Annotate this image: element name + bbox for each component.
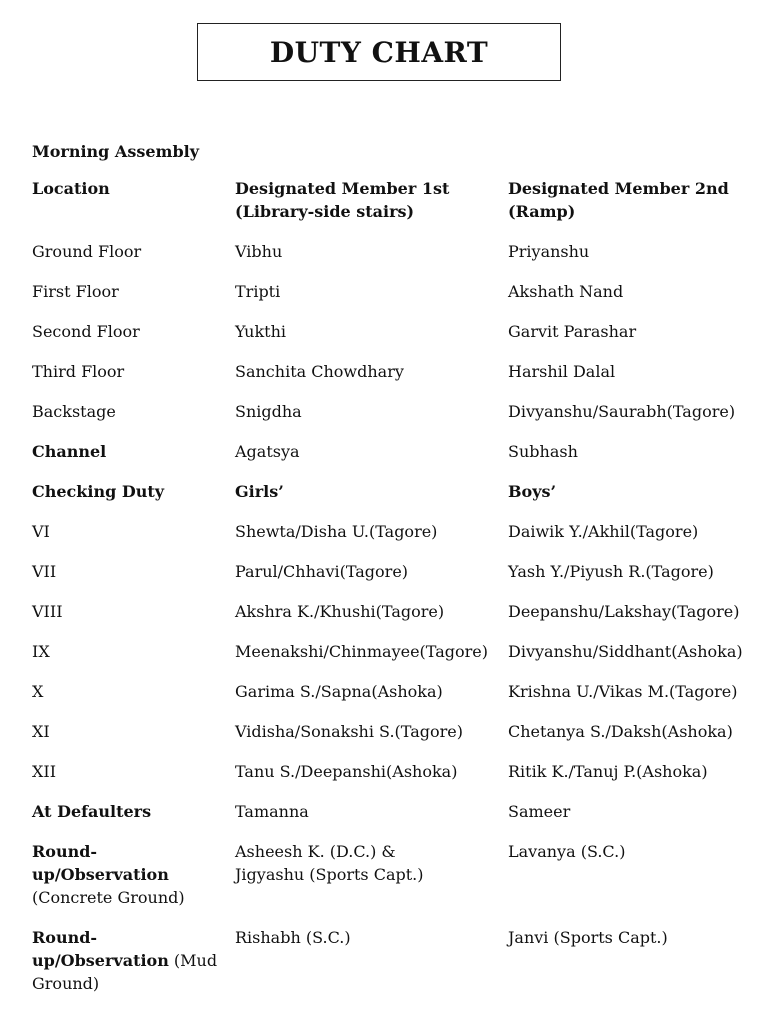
floor-location: Third Floor: [32, 362, 125, 381]
header-member2-line1: Designated Member 2nd: [508, 179, 729, 198]
table-row: [32, 400, 748, 423]
floor-location: First Floor: [32, 282, 119, 301]
roundup-concrete-label: [32, 840, 235, 909]
boys-duty: Chetanya S./Daksh(Ashoka): [508, 722, 733, 741]
header-member2-line2: (Ramp): [508, 202, 576, 221]
table-row: [32, 640, 748, 663]
header-member1-line2: (Library-side stairs): [235, 202, 415, 221]
boys-duty: Deepanshu/Lakshay(Tagore): [508, 602, 740, 621]
girls-duty: Tanu S./Deepanshi(Ashoka): [235, 762, 458, 781]
floor-member1: Snigdha: [235, 402, 302, 421]
roundup-concrete-label-line1: Round-: [32, 842, 98, 861]
girls-duty: Parul/Chhavi(Tagore): [235, 562, 409, 581]
table-row: [32, 320, 748, 343]
boys-duty: Yash Y./Piyush R.(Tagore): [508, 562, 714, 581]
title-box: [197, 23, 561, 81]
boys-header: Boys’: [508, 482, 557, 501]
class-label: VI: [32, 522, 50, 541]
header-row: [32, 177, 748, 223]
roundup-concrete-label-line3: (Concrete Ground): [32, 888, 185, 907]
roundup-mud-label-line1: Round-: [32, 928, 98, 947]
class-label: XII: [32, 762, 57, 781]
girls-header: Girls’: [235, 482, 284, 501]
roundup-mud-row: [32, 926, 748, 995]
channel-row: [32, 440, 748, 463]
girls-duty: Shewta/Disha U.(Tagore): [235, 522, 438, 541]
boys-duty: Daiwik Y./Akhil(Tagore): [508, 522, 699, 541]
floor-location: Backstage: [32, 402, 116, 421]
table-row: [32, 600, 748, 623]
class-label: IX: [32, 642, 50, 661]
table-row: [32, 560, 748, 583]
roundup-mud-label-line2: up/Observation: [32, 951, 169, 970]
floor-member2: Garvit Parashar: [508, 322, 637, 341]
header-member2: [508, 177, 748, 223]
roundup-concrete-member1: [235, 840, 508, 909]
defaulters-member2: Sameer: [508, 802, 571, 821]
roundup-mud-label-line3: Ground): [32, 974, 100, 993]
floor-member2: Harshil Dalal: [508, 362, 616, 381]
floor-member2: Divyanshu/Saurabh(Tagore): [508, 402, 736, 421]
table-row: [32, 360, 748, 383]
channel-member1: Agatsya: [235, 442, 300, 461]
floor-member1: Vibhu: [235, 242, 283, 261]
floor-location: Second Floor: [32, 322, 140, 341]
header-location: Location: [32, 179, 110, 198]
roundup-concrete-member1-line1: Asheesh K. (D.C.) &: [235, 842, 396, 861]
table-row: [32, 680, 748, 703]
boys-duty: Divyanshu/Siddhant(Ashoka): [508, 642, 743, 661]
girls-duty: Garima S./Sapna(Ashoka): [235, 682, 443, 701]
header-member1-line1: Designated Member 1st: [235, 179, 450, 198]
girls-duty: Meenakshi/Chinmayee(Tagore): [235, 642, 488, 661]
roundup-concrete-member2: Lavanya (S.C.): [508, 842, 626, 861]
defaulters-label: At Defaulters: [32, 802, 152, 821]
roundup-mud-member1: Rishabh (S.C.): [235, 928, 351, 947]
roundup-concrete-member1-line2: Jigyashu (Sports Capt.): [235, 865, 424, 884]
table-row: [32, 760, 748, 783]
class-label: VII: [32, 562, 57, 581]
defaulters-row: [32, 800, 748, 823]
header-member1: [235, 177, 508, 223]
section-title: Morning Assembly: [32, 142, 200, 161]
floor-member1: Yukthi: [235, 322, 287, 341]
girls-duty: Vidisha/Sonakshi S.(Tagore): [235, 722, 463, 741]
roundup-concrete-label-line2: up/Observation: [32, 865, 169, 884]
floor-member2: Akshath Nand: [508, 282, 624, 301]
class-label: X: [32, 682, 44, 701]
table-row: [32, 720, 748, 743]
checking-header-row: [32, 480, 748, 503]
channel-label: Channel: [32, 442, 107, 461]
class-label: VIII: [32, 602, 63, 621]
floor-member2: Priyanshu: [508, 242, 590, 261]
floor-member1: Tripti: [235, 282, 281, 301]
checking-label: Checking Duty: [32, 482, 165, 501]
roundup-mud-label-line2-wrap: [32, 949, 235, 972]
table-row: [32, 240, 748, 263]
page-title: DUTY CHART: [269, 35, 489, 69]
defaulters-member1: Tamanna: [235, 802, 309, 821]
channel-member2: Subhash: [508, 442, 578, 461]
roundup-mud-member2: Janvi (Sports Capt.): [508, 928, 668, 947]
roundup-mud-label: [32, 926, 235, 995]
duty-chart: [32, 140, 748, 995]
floor-location: Ground Floor: [32, 242, 142, 261]
floor-member1: Sanchita Chowdhary: [235, 362, 404, 381]
table-row: [32, 280, 748, 303]
table-row: [32, 520, 748, 543]
boys-duty: Krishna U./Vikas M.(Tagore): [508, 682, 738, 701]
class-label: XI: [32, 722, 50, 741]
boys-duty: Ritik K./Tanuj P.(Ashoka): [508, 762, 708, 781]
roundup-mud-label-line2-suffix: (Mud: [168, 951, 218, 970]
roundup-concrete-row: [32, 840, 748, 909]
girls-duty: Akshra K./Khushi(Tagore): [235, 602, 445, 621]
